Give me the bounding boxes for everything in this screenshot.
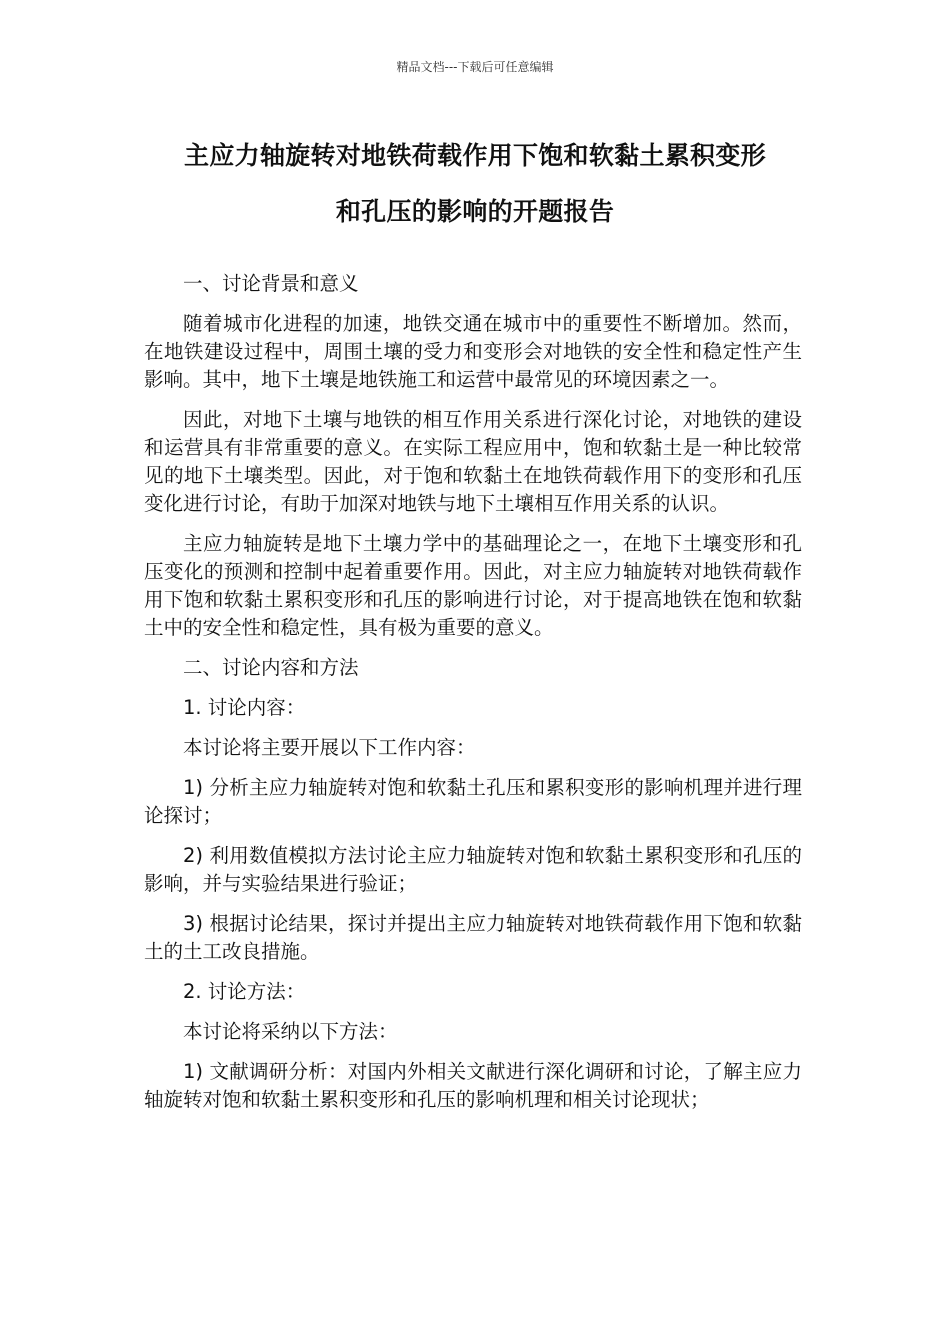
subheading-method: 2. 讨论方法： <box>183 980 306 1003</box>
paragraph-background-3: 主应力轴旋转是地下土壤力学中的基础理论之一，在地下土壤变形和孔压变化的预测和控制中起着重要作用。因此，对主应力轴旋转对地铁荷载作用下饱和软黏土累积变形和孔压的影响进行讨论，对于提高地铁在饱和软黏土中的安全性和稳定性，具有极为重要的意义。 <box>144 532 802 639</box>
section-heading-background: 一、讨论背景和意义 <box>183 272 359 295</box>
document-body <box>144 270 802 1126</box>
subheading-content: 1. 讨论内容： <box>183 696 306 719</box>
list-item-content-1: 1) 分析主应力轴旋转对饱和软黏土孔压和累积变形的影响机理并进行理论探讨； <box>144 776 802 827</box>
paragraph-background-1: 随着城市化进程的加速，地铁交通在城市中的重要性不断增加。然而，在地铁建设过程中，周围土壤的受力和变形会对地铁的安全性和稳定性产生影响。其中，地下土壤是地铁施工和运营中最常见的环境因素之一。 <box>144 312 802 391</box>
paragraph-method-intro: 本讨论将采纳以下方法： <box>183 1020 398 1043</box>
header-note: 精品文档---下载后可任意编辑 <box>396 60 554 74</box>
list-item-method-1: 1) 文献调研分析：对国内外相关文献进行深化调研和讨论，了解主应力轴旋转对饱和软黏土累积变形和孔压的影响机理和相关讨论现状； <box>144 1060 802 1111</box>
document-title-line-1: 主应力轴旋转对地铁荷载作用下饱和软黏土累积变形 <box>184 141 766 170</box>
list-item-content-2: 2) 利用数值模拟方法讨论主应力轴旋转对饱和软黏土累积变形和孔压的影响，并与实验结果进行验证； <box>144 844 802 895</box>
section-heading-content-method: 二、讨论内容和方法 <box>183 656 359 679</box>
list-item-content-3: 3) 根据讨论结果，探讨并提出主应力轴旋转对地铁荷载作用下饱和软黏土的土工改良措施。 <box>144 912 802 963</box>
paragraph-background-2: 因此，对地下土壤与地铁的相互作用关系进行深化讨论，对地铁的建设和运营具有非常重要的意义。在实际工程应用中，饱和软黏土是一种比较常见的地下土壤类型。因此，对于饱和软黏土在地铁荷载作用下的变形和孔压变化进行讨论，有助于加深对地铁与地下土壤相互作用关系的认识。 <box>144 408 802 515</box>
paragraph-content-intro: 本讨论将主要开展以下工作内容： <box>183 736 476 759</box>
document-title-line-2: 和孔压的影响的开题报告 <box>335 197 615 226</box>
